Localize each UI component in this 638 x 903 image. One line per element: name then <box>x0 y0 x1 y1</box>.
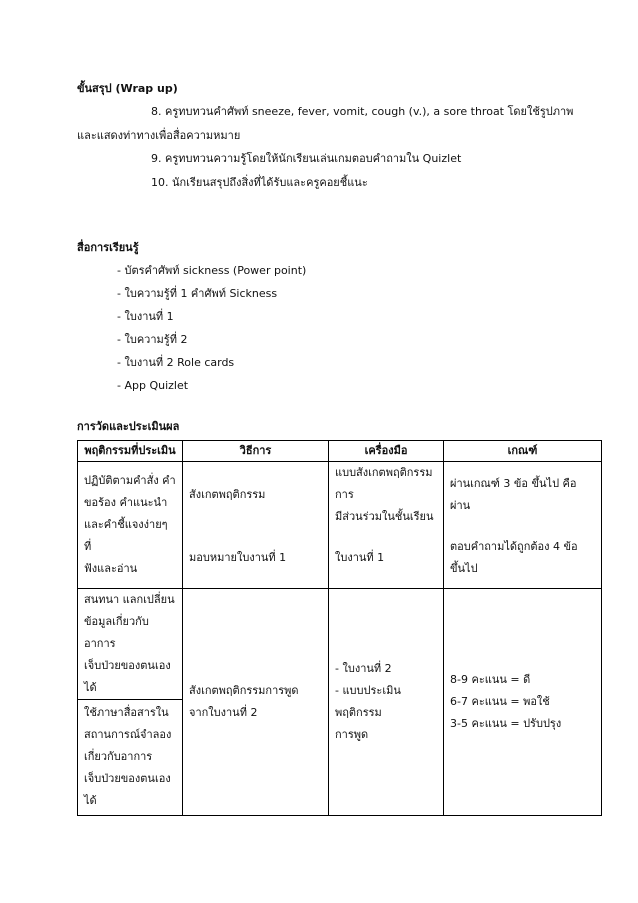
cell-text: 6-7 คะแนน = พอใช้ <box>450 694 550 708</box>
media-item: - App Quizlet <box>117 379 189 392</box>
table-row <box>78 588 602 699</box>
cell-text: ขอร้อง คำแนะนำ <box>84 495 168 509</box>
behavior-cell <box>78 699 183 815</box>
cell-text: สังเกตพฤติกรรม <box>189 488 266 501</box>
header-criteria: เกณฑ์ <box>444 441 602 462</box>
cell-text: มีส่วนร่วมในชั้นเรียน <box>335 510 434 523</box>
wrapup-item-10: 10. นักเรียนสรุปถึงสิ่งที่ได้รับและครูคอยชี้แนะ <box>151 176 368 189</box>
media-item: - ใบความรู้ที่ 1 คำศัพท์ Sickness <box>117 287 278 300</box>
media-item: - ใบความรู้ที่ 2 <box>117 333 188 346</box>
cell-text: ใบงานที่ 1 <box>335 550 385 564</box>
behavior-cell <box>78 588 183 699</box>
wrapup-item-8-line1: 8. ครูทบทวนคำศัพท์ sneeze, fever, vomit, cough (v.), a sore throat โดยใช้รูปภาพ <box>151 105 574 118</box>
cell-text: จากใบงานที่ 2 <box>189 705 258 719</box>
cell-text: สังเกตพฤติกรรมการพูด <box>189 683 299 697</box>
table-header-row <box>78 441 602 462</box>
method-cell <box>183 588 329 815</box>
tool-cell <box>329 462 444 529</box>
tool-cell <box>329 588 444 815</box>
cell-text: - ใบงานที่ 2 <box>335 661 392 675</box>
criteria-cell <box>444 528 602 588</box>
evaluation-heading: การวัดและประเมินผล <box>77 420 180 433</box>
cell-text: ขึ้นไป <box>450 561 478 575</box>
cell-text: ปฏิบัติตามคำสั่ง คำ <box>84 473 176 487</box>
media-item: - ใบงานที่ 2 Role cards <box>117 356 235 369</box>
cell-text: 3-5 คะแนน = ปรับปรุง <box>450 716 562 730</box>
header-method: วิธีการ <box>183 441 329 462</box>
method-cell <box>183 462 329 529</box>
cell-text: การพูด <box>335 727 369 741</box>
criteria-cell <box>444 462 602 529</box>
cell-text: สนทนา แลกเปลี่ยน <box>84 592 175 606</box>
cell-text: - แบบประเมินพฤติกรรม <box>335 683 401 719</box>
cell-text: ตอบคำถามได้ถูกต้อง 4 ข้อ <box>450 539 578 553</box>
tool-cell <box>329 528 444 588</box>
method-cell <box>183 528 329 588</box>
cell-text: เจ็บป่วยของตนเองได้ <box>84 772 171 807</box>
media-item: - บัตรคำศัพท์ sickness (Power point) <box>117 264 307 277</box>
cell-text: เจ็บป่วยของตนเองได้ <box>84 658 171 694</box>
cell-text: ข้อมูลเกี่ยวกับอาการ <box>84 614 149 650</box>
wrapup-item-9: 9. ครูทบทวนความรู้โดยให้นักเรียนเล่นเกมตอบคำถามใน Quizlet <box>151 152 462 165</box>
table-row <box>78 462 602 529</box>
cell-text: แบบสังเกตพฤติกรรมการ <box>335 466 433 501</box>
cell-text: ผ่านเกณฑ์ 3 ข้อ ขึ้นไป คือ <box>450 477 577 490</box>
header-behavior: พฤติกรรมที่ประเมิน <box>78 441 183 462</box>
wrapup-item-8-line2: และแสดงท่าทางเพื่อสื่อความหมาย <box>77 129 241 142</box>
media-heading: สื่อการเรียนรู้ <box>77 241 139 254</box>
cell-text: ผ่าน <box>450 499 471 512</box>
media-item: - ใบงานที่ 1 <box>117 310 174 323</box>
header-tool: เครื่องมือ <box>329 441 444 462</box>
behavior-cell <box>78 462 183 589</box>
cell-text: ใช้ภาษาสื่อสารใน <box>84 706 169 719</box>
cell-text: เกี่ยวกับอาการ <box>84 750 153 763</box>
cell-text: 8-9 คะแนน = ดี <box>450 672 531 686</box>
wrapup-heading: ขั้นสรุป (Wrap up) <box>77 82 178 95</box>
cell-text: มอบหมายใบงานที่ 1 <box>189 550 287 564</box>
cell-text: ฟังและอ่าน <box>84 561 138 575</box>
evaluation-table <box>77 440 602 816</box>
cell-text: และคำชี้แจงง่ายๆ ที่ <box>84 517 168 553</box>
criteria-cell <box>444 588 602 815</box>
cell-text: สถานการณ์จำลอง <box>84 728 172 741</box>
